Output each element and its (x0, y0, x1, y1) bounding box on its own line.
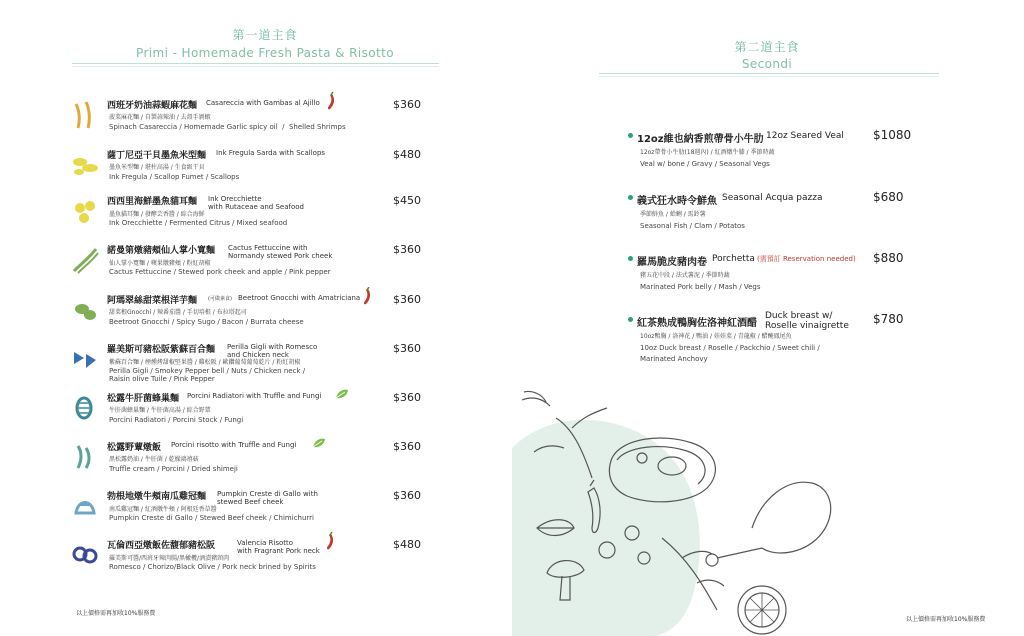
item-name-en: 12oz Seared Veal (766, 131, 844, 141)
primi-section-title-zh: 第一道主食 (232, 28, 298, 42)
item-price: $680 (873, 190, 904, 204)
item-tag: (可做素食) (208, 296, 232, 302)
item-name-zh: 義式狂水時令鮮魚 (637, 196, 717, 207)
item-name-en: Beetroot Gnocchi with Amatriciana (238, 294, 361, 302)
item-name-en: Pumpkin Creste di Gallo with stewed Beef cheek (217, 490, 318, 506)
item-desc-en: Perilla Gigli / Smokey Pepper bell / Nuts / Chicken neck / Raisin olive Tuile / Pink Pepper (109, 367, 306, 383)
radiatori-pasta-icon (70, 393, 100, 423)
creste-pasta-icon (70, 491, 100, 521)
item-name-zh: 羅美斯可豬松阪紫蘇百合麵 (107, 345, 216, 355)
item-name-en: Casareccia with Gambas al Ajillo (206, 99, 320, 107)
fregula-pasta-icon (70, 150, 100, 180)
chili-spicy-icon (325, 92, 337, 110)
service-charge-note: 以上價格需再加收10%服務費 (76, 610, 156, 617)
primi-section-title-en: Primi - Homemade Fresh Pasta & Risotto (136, 46, 394, 60)
item-desc-en: Marinated Pork belly / Mash / Vegs (640, 283, 761, 291)
item-desc-en: Pumpkin Creste di Gallo / Stewed Beef cheek / Chimichurri (109, 514, 314, 522)
section-divider (599, 73, 939, 74)
item-desc-zh: 甜菜根Gnocchi / 辣番茄醬 / 手切培根 / 布拉塔起司 (109, 309, 247, 316)
vegetarian-leaf-icon (312, 437, 326, 449)
item-name-zh: 諾曼第燉豬頰仙人掌小寬麵 (107, 246, 216, 256)
item-desc-en: Seasonal Fish / Clam / Potatos (640, 222, 745, 230)
item-name-zh: 阿瑪翠絲甜菜根洋芋麵 (107, 296, 198, 306)
item-price: $360 (393, 98, 421, 111)
item-desc-en: Porcini Radiatori / Porcini Stock / Fungi (109, 416, 244, 424)
item-name-en: Porchetta (712, 254, 755, 264)
item-name-en: Cactus Fettuccine with Normandy stewed Pork cheek (228, 244, 333, 260)
item-desc-en: Romesco / Chorizo/Black Olive / Pork neck brined by Spirits (109, 563, 316, 571)
risotto-icon (70, 442, 100, 472)
primi-menu-item (0, 194, 512, 242)
item-name-zh: 西西里海鮮墨魚貓耳麵 (107, 197, 198, 207)
item-name-zh: 勃根地燉牛頰南瓜雞冠麵 (107, 492, 207, 502)
item-name-zh: 薩丁尼亞干貝墨魚米型麵 (107, 151, 207, 161)
gnocchi-pasta-icon (70, 295, 100, 325)
bullet-dot-icon (628, 195, 633, 200)
primi-menu-item (0, 293, 512, 341)
casarecce-pasta-icon (70, 100, 100, 130)
item-desc-zh: 豬五花中段 / 法式薯泥 / 季節時蔬 (640, 272, 730, 279)
primi-menu-item (0, 391, 512, 439)
item-name-zh: 羅馬脆皮豬肉卷 (637, 257, 707, 268)
item-name-zh: 松露野蕈燉飯 (107, 443, 162, 453)
item-desc-zh: 紫蘇百合麵 / 煙燻烤甜椒堅果醬 / 雞松阪 / 歐鑽葡萄葡萄乾片 / 粉紅胡椒 (109, 359, 301, 366)
valencia-risotto-icon (70, 540, 100, 570)
item-price: $780 (873, 312, 904, 326)
item-name-en: Seasonal Acqua pazza (722, 193, 823, 203)
item-name-zh: 松露牛肝菌蜂巢麵 (107, 394, 180, 404)
item-price: $1080 (873, 128, 912, 142)
secondi-section-title-en: Secondi (741, 57, 793, 71)
item-name-en: Duck breast w/ Roselle vinaigrette (765, 311, 849, 331)
item-price: $360 (393, 342, 421, 355)
item-desc-zh: 牛肝菌蜂巢麵 / 牛肝菌高湯 / 綜合野蕈 (109, 407, 211, 414)
right-menu-page (512, 0, 1024, 636)
reservation-note: (需預訂 Reservation needed) (757, 255, 856, 263)
section-divider-thin (72, 66, 439, 67)
item-name-en: Valencia Risotto with Fragrant Pork neck (237, 539, 320, 555)
item-desc-en: Ink Fregula / Scallop Fumet / Scallops (109, 173, 240, 181)
item-desc-zh: 墨魚米型麵 / 堪柱高湯 / 生食級干貝 (109, 164, 205, 171)
item-price: $480 (393, 538, 421, 551)
item-price: $360 (393, 489, 421, 502)
item-price: $480 (393, 148, 421, 161)
item-desc-zh: 菠菜麻花麵 / 自製蒜辣油 / 去殼手剝蝦 (109, 114, 211, 121)
vegetarian-leaf-icon (335, 388, 349, 400)
item-desc-zh: 羅美斯可醬/西班牙辣肉腸/黑橄欖/酒漬豬頸肉 (109, 555, 230, 562)
item-name-zh: 12oz維也納香煎帶骨小牛肋 (637, 134, 764, 145)
item-name-en: Ink Orecchiette with Rutaceae and Seafood (208, 195, 304, 211)
orecchiette-pasta-icon (70, 196, 100, 226)
item-name-en: Perilla Gigli with Romesco and Chicken neck (227, 343, 318, 359)
item-desc-en: Truffle cream / Porcini / Dried shimeji (109, 465, 238, 473)
primi-menu-item (0, 243, 512, 291)
primi-menu-item (0, 489, 512, 537)
item-price: $360 (393, 391, 421, 404)
item-desc-en: Ink Orecchiette / Fermented Citrus / Mixed seafood (109, 219, 288, 227)
primi-menu-item (0, 98, 512, 146)
item-desc-en: Veal w/ bone / Gravy / Seasonal Vegs (640, 160, 770, 168)
item-price: $360 (393, 440, 421, 453)
chili-spicy-icon (361, 287, 373, 305)
item-price: $880 (873, 251, 904, 265)
item-name-zh: 西班牙奶油蒜蝦麻花麵 (107, 101, 198, 111)
item-desc-zh: 季節鮮魚 / 蛤蜊 / 馬鈴薯 (640, 211, 706, 218)
item-desc-en: Beetroot Gnocchi / Spicy Sugo / Bacon / Burrata cheese (109, 318, 304, 326)
secondi-section-title-zh: 第二道主食 (734, 40, 800, 54)
item-name-en: Porcini Radiatori with Truffle and Fungi (187, 392, 322, 400)
bullet-dot-icon (628, 256, 633, 261)
section-divider (72, 63, 439, 64)
item-desc-en: 10oz Duck breast / Roselle / Packchio / Sweet chili / Marinated Anchovy (640, 344, 820, 363)
section-divider-thin (599, 76, 939, 77)
fettuccine-pasta-icon (70, 245, 100, 275)
item-name-en: Porcini risotto with Truffle and Fungi (171, 441, 297, 449)
item-desc-zh: 仙人掌小寬麵 / 蘋果燉豬頰 / 粉紅胡椒 (109, 260, 211, 267)
item-desc-zh: 12oz帶骨小牛肋(18週內) / 紅酒燉牛膝 / 季節時蔬 (640, 149, 775, 156)
item-desc-zh: 南瓜雞冠麵 / 紅酒燉牛頰 / 阿根廷香草醬 (109, 506, 217, 513)
item-desc-zh: 10oz鴨胸 / 洛神花 / 鴨油 / 娃娃菜 / 青龍椒 / 醋醃鳳尾魚 (640, 333, 792, 340)
item-desc-zh: 墨魚貓耳麵 / 發酵芸香醬 / 綜合海鮮 (109, 211, 205, 218)
primi-menu-item (0, 440, 512, 488)
primi-menu-item (0, 538, 512, 586)
bullet-dot-icon (628, 317, 633, 322)
item-desc-zh: 黑松露奶油 / 牛肝菌 / 乾燥鴻禧菇 (109, 456, 199, 463)
food-sketch-illustration (512, 388, 842, 636)
chili-spicy-icon (324, 532, 336, 550)
item-name-en: Ink Fregula Sarda with Scallops (216, 149, 326, 157)
item-desc-en: Spinach Casareccia / Homemade Garlic spicy oil / Shelled Shrimps (109, 123, 346, 131)
primi-menu-item (0, 342, 512, 390)
item-price: $450 (393, 194, 421, 207)
item-price: $360 (393, 293, 421, 306)
bullet-dot-icon (628, 133, 633, 138)
service-charge-note: 以上價格需再加收10%服務費 (906, 616, 986, 623)
item-desc-en: Cactus Fettuccine / Stewed pork cheek and apple / Pink pepper (109, 268, 331, 276)
primi-menu-item (0, 148, 512, 196)
item-price: $360 (393, 243, 421, 256)
gigli-pasta-icon (70, 344, 100, 374)
item-name-zh: 瓦倫西亞燉飯佐馥郁豬松阪 (107, 541, 216, 551)
item-name-zh: 紅茶熟成鴨胸佐洛神紅酒醋 (637, 318, 757, 329)
